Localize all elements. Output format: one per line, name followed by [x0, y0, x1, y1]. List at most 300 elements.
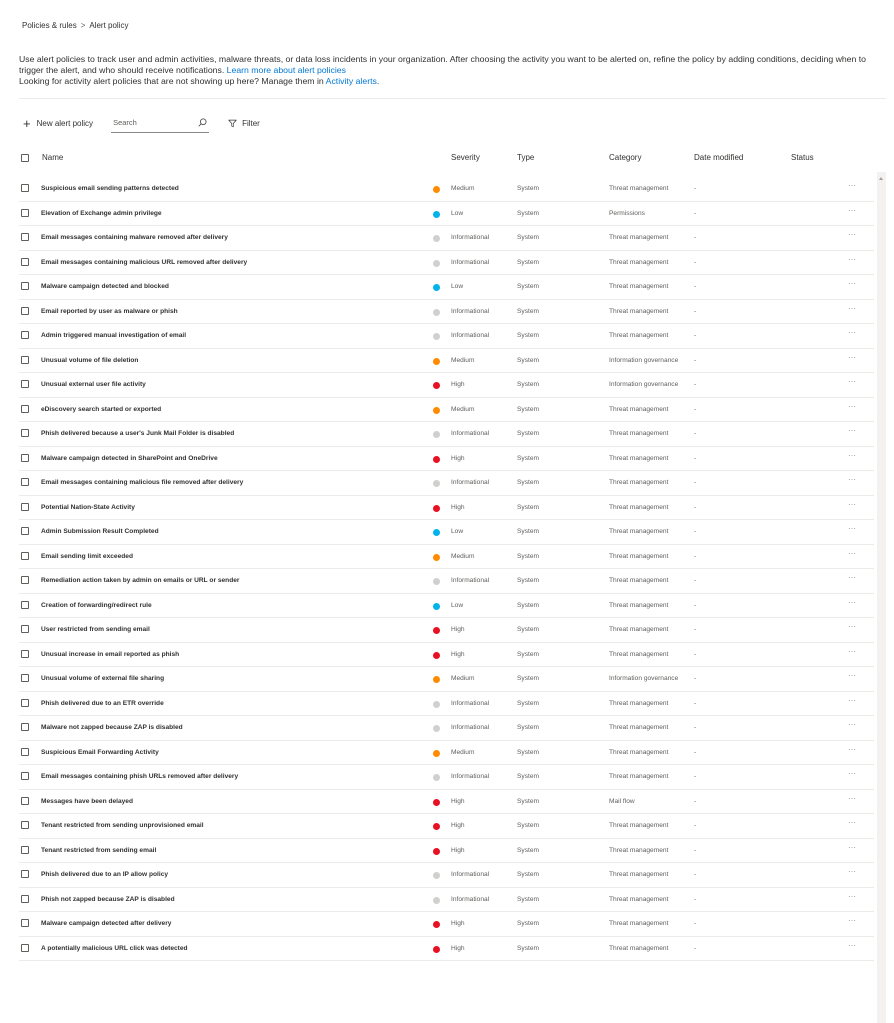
policy-type: System — [517, 332, 539, 339]
policy-category: Threat management — [609, 895, 669, 903]
policy-severity: High — [451, 381, 465, 388]
severity-dot-icon — [433, 872, 440, 879]
policy-name[interactable]: Malware campaign detected and blocked — [41, 283, 169, 290]
policy-date-modified: - — [694, 381, 697, 388]
row-checkbox[interactable] — [21, 233, 29, 241]
policy-type: System — [517, 822, 539, 829]
policy-date-modified: - — [694, 503, 697, 511]
table-row[interactable] — [19, 741, 874, 766]
severity-dot-icon — [433, 823, 440, 830]
policy-category: Permissions — [609, 209, 645, 217]
policy-name[interactable]: Phish not zapped because ZAP is disabled — [41, 895, 175, 903]
policy-date-modified: - — [694, 846, 697, 854]
policy-category: Threat management — [609, 307, 669, 315]
policy-name[interactable]: Creation of forwarding/redirect rule — [41, 601, 152, 609]
more-actions-icon[interactable]: ··· — [848, 475, 856, 484]
policy-type: System — [517, 773, 539, 780]
policy-name[interactable]: Tenant restricted from sending email — [41, 846, 157, 854]
policy-name[interactable]: Unusual external user file activity — [41, 381, 146, 388]
row-checkbox[interactable] — [21, 797, 29, 805]
row-checkbox[interactable] — [21, 258, 29, 266]
description-text: Use alert policies to track user and admin activities, malware threats, or data loss incidents in your organization. After choosing the activity you want to be alerted on, refine the policy by adding conditions, deciding when to trigger the alert, and who should receive notifications. — [19, 54, 867, 76]
more-actions-icon[interactable]: ··· — [848, 769, 856, 778]
row-checkbox[interactable] — [21, 846, 29, 854]
more-actions-icon[interactable]: ··· — [848, 818, 856, 827]
policy-category: Information governance — [609, 381, 679, 388]
select-all-checkbox[interactable] — [21, 154, 29, 162]
severity-dot-icon — [433, 603, 440, 610]
policy-category: Threat management — [609, 748, 669, 756]
policy-category: Threat management — [609, 258, 669, 266]
column-header-category[interactable]: Category — [609, 153, 642, 162]
severity-dot-icon — [433, 456, 440, 463]
table-row[interactable] — [19, 863, 874, 888]
policy-severity: Low — [451, 601, 464, 609]
table-row[interactable] — [19, 692, 874, 717]
policy-date-modified: - — [694, 185, 697, 192]
search-icon[interactable] — [198, 118, 207, 127]
row-checkbox[interactable] — [21, 748, 29, 756]
policy-severity: High — [451, 846, 465, 854]
policy-name[interactable]: Email messages containing phish URLs removed after delivery — [41, 773, 239, 780]
policy-category: Threat management — [609, 626, 669, 633]
learn-more-link[interactable]: Learn more about alert policies — [226, 65, 346, 76]
row-checkbox[interactable] — [21, 209, 29, 217]
more-actions-icon[interactable]: ··· — [848, 181, 856, 190]
policy-date-modified: - — [694, 479, 697, 486]
table-row[interactable] — [19, 790, 874, 815]
severity-dot-icon — [433, 309, 440, 316]
more-actions-icon[interactable]: ··· — [848, 328, 856, 337]
policy-name[interactable]: Suspicious email sending patterns detected — [41, 185, 179, 192]
policy-type: System — [517, 454, 539, 462]
toolbar — [23, 112, 260, 134]
more-actions-icon[interactable]: ··· — [848, 254, 856, 264]
row-checkbox[interactable] — [21, 944, 29, 952]
severity-dot-icon — [433, 211, 440, 218]
policy-type: System — [517, 283, 539, 290]
policy-severity: Medium — [451, 748, 475, 756]
search-input[interactable] — [113, 118, 183, 127]
policy-severity: Medium — [451, 552, 475, 560]
more-actions-icon[interactable]: ··· — [848, 842, 856, 852]
policy-name[interactable]: Email sending limit exceeded — [41, 552, 133, 560]
policy-name[interactable]: Potential Nation-State Activity — [41, 503, 135, 511]
row-checkbox[interactable] — [21, 429, 29, 437]
severity-dot-icon — [433, 897, 440, 904]
policy-name[interactable]: User restricted from sending email — [41, 626, 150, 633]
table-row[interactable] — [19, 275, 874, 300]
table-row[interactable] — [19, 422, 874, 447]
policy-name[interactable]: A potentially malicious URL click was detected — [41, 944, 188, 952]
policy-date-modified: - — [694, 454, 697, 462]
row-checkbox[interactable] — [21, 895, 29, 903]
policy-category: Threat management — [609, 650, 669, 658]
breadcrumb-separator: > — [80, 21, 86, 30]
table-row[interactable] — [19, 398, 874, 423]
policy-category: Threat management — [609, 577, 669, 584]
severity-dot-icon — [433, 333, 440, 340]
policy-category: Threat management — [609, 601, 669, 609]
policy-category: Threat management — [609, 405, 669, 413]
row-checkbox[interactable] — [21, 356, 29, 364]
more-actions-icon[interactable]: ··· — [848, 279, 856, 288]
policy-name[interactable]: Phish delivered due to an ETR override — [41, 699, 164, 707]
more-actions-icon[interactable]: ··· — [848, 597, 856, 607]
breadcrumb-parent-link[interactable]: Policies & rules — [22, 21, 77, 30]
row-checkbox[interactable] — [21, 282, 29, 290]
policy-category: Threat management — [609, 528, 669, 535]
policy-name[interactable]: Malware campaign detected in SharePoint and OneDrive — [41, 454, 218, 462]
policy-severity: Medium — [451, 405, 475, 413]
row-checkbox[interactable] — [21, 576, 29, 584]
filter-button[interactable] — [228, 119, 260, 128]
policy-severity: High — [451, 650, 465, 658]
more-actions-icon[interactable]: ··· — [848, 303, 856, 313]
policy-name[interactable]: Malware campaign detected after delivery — [41, 920, 172, 927]
policy-name[interactable]: Elevation of Exchange admin privilege — [41, 209, 162, 217]
table-row[interactable] — [19, 251, 874, 276]
new-alert-policy-button[interactable] — [23, 117, 93, 130]
policy-date-modified: - — [694, 258, 697, 266]
column-header-date-modified[interactable]: Date modified — [694, 153, 744, 162]
policy-type: System — [517, 797, 539, 805]
policy-date-modified: - — [694, 552, 697, 560]
policy-severity: Low — [451, 283, 464, 290]
row-checkbox[interactable] — [21, 674, 29, 682]
row-checkbox[interactable] — [21, 307, 29, 315]
severity-dot-icon — [433, 921, 440, 928]
table-row[interactable] — [19, 324, 874, 349]
policy-date-modified: - — [694, 332, 697, 339]
policy-category: Information governance — [609, 356, 679, 364]
policy-category: Threat management — [609, 552, 669, 560]
column-header-status[interactable]: Status — [791, 153, 814, 162]
table-row[interactable] — [19, 839, 874, 864]
severity-dot-icon — [433, 799, 440, 806]
more-actions-icon[interactable]: ··· — [848, 352, 856, 362]
row-checkbox[interactable] — [21, 380, 29, 388]
policy-severity: High — [451, 797, 465, 805]
table-row[interactable] — [19, 716, 874, 741]
policy-category: Threat management — [609, 234, 669, 241]
description-text-2: Looking for activity alert policies that are not showing up here? Manage them in — [19, 76, 324, 87]
policy-type: System — [517, 479, 539, 486]
policy-date-modified: - — [694, 797, 697, 805]
more-actions-icon[interactable]: ··· — [848, 450, 856, 460]
more-actions-icon[interactable]: ··· — [848, 622, 856, 631]
vertical-scrollbar[interactable] — [877, 172, 886, 1023]
column-header-type[interactable]: Type — [517, 153, 535, 162]
policy-severity: Medium — [451, 185, 475, 192]
policy-type: System — [517, 675, 539, 682]
more-actions-icon[interactable]: ··· — [848, 867, 856, 876]
row-checkbox[interactable] — [21, 699, 29, 707]
table-row[interactable] — [19, 447, 874, 472]
policy-date-modified: - — [694, 528, 697, 535]
policy-name[interactable]: Remediation action taken by admin on emails or URL or sender — [41, 577, 240, 584]
more-actions-icon[interactable]: ··· — [848, 940, 856, 950]
policy-severity: High — [451, 822, 465, 829]
policy-date-modified: - — [694, 405, 697, 413]
policy-name[interactable]: Email reported by user as malware or phish — [41, 307, 178, 315]
table-row[interactable] — [19, 888, 874, 913]
policy-type: System — [517, 528, 539, 535]
policy-date-modified: - — [694, 601, 697, 609]
severity-dot-icon — [433, 627, 440, 634]
policy-date-modified: - — [694, 307, 697, 315]
severity-dot-icon — [433, 382, 440, 389]
row-checkbox[interactable] — [21, 650, 29, 658]
policy-date-modified: - — [694, 773, 697, 780]
more-actions-icon[interactable]: ··· — [848, 377, 856, 386]
policy-severity: Medium — [451, 675, 475, 682]
policy-type: System — [517, 430, 539, 437]
table-row[interactable] — [19, 496, 874, 521]
table-row[interactable] — [19, 226, 874, 251]
table-row[interactable] — [19, 618, 874, 643]
policy-category: Threat management — [609, 846, 669, 854]
table-row[interactable] — [19, 594, 874, 619]
divider — [19, 98, 886, 99]
more-actions-icon[interactable]: ··· — [848, 695, 856, 705]
policy-severity: Informational — [451, 332, 490, 339]
policy-severity: Informational — [451, 699, 490, 707]
policy-name[interactable]: Phish delivered because a user's Junk Mail Folder is disabled — [41, 430, 235, 437]
policy-category: Information governance — [609, 675, 679, 682]
policy-date-modified: - — [694, 724, 697, 731]
policy-name[interactable]: Messages have been delayed — [41, 797, 133, 805]
policy-severity: High — [451, 454, 465, 462]
column-header-name[interactable]: Name — [42, 153, 64, 162]
table-row[interactable] — [19, 349, 874, 374]
severity-dot-icon — [433, 358, 440, 365]
policy-name[interactable]: Admin triggered manual investigation of email — [41, 332, 187, 339]
policy-category: Threat management — [609, 479, 669, 486]
policy-category: Threat management — [609, 920, 669, 927]
policy-category: Threat management — [609, 871, 669, 878]
policy-name[interactable]: Admin Submission Result Completed — [41, 528, 159, 535]
table-row[interactable] — [19, 765, 874, 790]
severity-dot-icon — [433, 725, 440, 732]
policy-severity: Informational — [451, 479, 490, 486]
policy-type: System — [517, 601, 539, 609]
severity-dot-icon — [433, 431, 440, 438]
policy-type: System — [517, 724, 539, 731]
row-checkbox[interactable] — [21, 625, 29, 633]
policy-date-modified: - — [694, 650, 697, 658]
more-actions-icon[interactable]: ··· — [848, 573, 856, 582]
table-row[interactable] — [19, 814, 874, 839]
severity-dot-icon — [433, 480, 440, 487]
row-checkbox[interactable] — [21, 405, 29, 413]
severity-dot-icon — [433, 774, 440, 781]
row-checkbox[interactable] — [21, 527, 29, 535]
policy-severity: Informational — [451, 724, 490, 731]
policy-name[interactable]: eDiscovery search started or exported — [41, 405, 162, 413]
policy-date-modified: - — [694, 675, 697, 682]
row-checkbox[interactable] — [21, 331, 29, 339]
table-row[interactable] — [19, 667, 874, 692]
policy-severity: Low — [451, 528, 464, 535]
policy-date-modified: - — [694, 356, 697, 364]
policy-type: System — [517, 209, 539, 217]
severity-dot-icon — [433, 750, 440, 757]
row-checkbox[interactable] — [21, 821, 29, 829]
severity-dot-icon — [433, 946, 440, 953]
policy-category: Threat management — [609, 944, 669, 952]
breadcrumb-current: Alert policy — [89, 21, 129, 30]
policy-date-modified: - — [694, 920, 697, 927]
table-row[interactable] — [19, 177, 874, 202]
severity-dot-icon — [433, 260, 440, 267]
policy-name[interactable]: Phish delivered due to an IP allow policy — [41, 871, 169, 878]
table-row[interactable] — [19, 912, 874, 937]
row-checkbox[interactable] — [21, 919, 29, 927]
row-checkbox[interactable] — [21, 184, 29, 192]
policy-severity: Informational — [451, 258, 490, 266]
row-checkbox[interactable] — [21, 772, 29, 780]
more-actions-icon[interactable]: ··· — [848, 671, 856, 680]
policy-date-modified: - — [694, 895, 697, 903]
more-actions-icon[interactable]: ··· — [848, 524, 856, 533]
policy-type: System — [517, 503, 539, 511]
policy-name[interactable]: Suspicious Email Forwarding Activity — [41, 748, 159, 756]
severity-dot-icon — [433, 578, 440, 585]
policy-category: Threat management — [609, 454, 669, 462]
more-actions-icon[interactable]: ··· — [848, 793, 856, 803]
policy-type: System — [517, 748, 539, 756]
policy-type: System — [517, 920, 539, 927]
policy-type: System — [517, 185, 539, 192]
policy-category: Threat management — [609, 332, 669, 339]
more-actions-icon[interactable]: ··· — [848, 401, 856, 411]
severity-dot-icon — [433, 652, 440, 659]
policy-name[interactable]: Unusual volume of file deletion — [41, 356, 139, 364]
policy-name[interactable]: Email messages containing malicious file removed after delivery — [41, 479, 244, 486]
policy-severity: Informational — [451, 234, 490, 241]
more-actions-icon[interactable]: ··· — [848, 646, 856, 656]
table-row[interactable] — [19, 643, 874, 668]
policy-category: Threat management — [609, 503, 669, 511]
policy-type: System — [517, 552, 539, 560]
severity-dot-icon — [433, 554, 440, 561]
policy-date-modified: - — [694, 209, 697, 217]
table-row[interactable] — [19, 569, 874, 594]
more-actions-icon[interactable]: ··· — [848, 744, 856, 754]
scroll-up-arrow-icon[interactable] — [879, 177, 883, 180]
policy-type: System — [517, 626, 539, 633]
severity-dot-icon — [433, 848, 440, 855]
breadcrumb — [22, 21, 128, 30]
filter-icon — [228, 119, 237, 128]
policy-severity: High — [451, 503, 465, 511]
description-period: . — [376, 76, 380, 87]
policy-type: System — [517, 356, 539, 364]
more-actions-icon[interactable]: ··· — [848, 205, 856, 215]
policy-date-modified: - — [694, 283, 697, 290]
policy-date-modified: - — [694, 430, 697, 437]
policy-severity: Informational — [451, 430, 490, 437]
policy-type: System — [517, 699, 539, 707]
row-checkbox[interactable] — [21, 552, 29, 560]
new-alert-policy-label: New alert policy — [36, 118, 94, 128]
more-actions-icon[interactable]: ··· — [848, 891, 856, 901]
row-checkbox[interactable] — [21, 601, 29, 609]
table-row[interactable] — [19, 545, 874, 570]
severity-dot-icon — [433, 235, 440, 242]
policy-type: System — [517, 258, 539, 266]
policy-name[interactable]: Malware not zapped because ZAP is disabled — [41, 724, 183, 731]
policy-type: System — [517, 307, 539, 315]
policy-type: System — [517, 577, 539, 584]
row-checkbox[interactable] — [21, 478, 29, 486]
policy-date-modified: - — [694, 944, 697, 952]
policy-date-modified: - — [694, 871, 697, 878]
page-description — [19, 54, 879, 88]
more-actions-icon[interactable]: ··· — [848, 916, 856, 925]
table-row[interactable] — [19, 300, 874, 325]
policy-name[interactable]: Email messages containing malware removed after delivery — [41, 234, 228, 241]
more-actions-icon[interactable]: ··· — [848, 720, 856, 729]
policy-severity: Medium — [451, 356, 475, 364]
severity-dot-icon — [433, 701, 440, 708]
policy-date-modified: - — [694, 577, 697, 584]
policy-severity: Informational — [451, 773, 490, 780]
table-row[interactable] — [19, 202, 874, 227]
policy-severity: Informational — [451, 895, 490, 903]
more-actions-icon[interactable]: ··· — [848, 426, 856, 435]
policy-list — [19, 177, 874, 961]
severity-dot-icon — [433, 505, 440, 512]
policy-severity: Low — [451, 209, 464, 217]
row-checkbox[interactable] — [21, 454, 29, 462]
policy-category: Threat management — [609, 724, 669, 731]
plus-icon: + — [23, 115, 31, 131]
policy-type: System — [517, 944, 539, 952]
row-checkbox[interactable] — [21, 503, 29, 511]
policy-severity: High — [451, 626, 465, 633]
table-row[interactable] — [19, 520, 874, 545]
table-row[interactable] — [19, 373, 874, 398]
policy-name[interactable]: Tenant restricted from sending unprovisioned email — [41, 822, 204, 829]
policy-date-modified: - — [694, 626, 697, 633]
policy-category: Threat management — [609, 283, 669, 290]
table-row[interactable] — [19, 471, 874, 496]
table-row[interactable] — [19, 937, 874, 962]
activity-alerts-link[interactable]: Activity alerts — [325, 76, 377, 87]
row-checkbox[interactable] — [21, 870, 29, 878]
column-header-severity[interactable]: Severity — [451, 153, 480, 162]
more-actions-icon[interactable]: ··· — [848, 230, 856, 239]
policy-severity: Informational — [451, 577, 490, 584]
policy-category: Threat management — [609, 822, 669, 829]
severity-dot-icon — [433, 676, 440, 683]
policy-severity: Informational — [451, 307, 490, 315]
more-actions-icon[interactable]: ··· — [848, 548, 856, 558]
row-checkbox[interactable] — [21, 723, 29, 731]
policy-name[interactable]: Unusual increase in email reported as phish — [41, 650, 180, 658]
policy-date-modified: - — [694, 234, 697, 241]
severity-dot-icon — [433, 407, 440, 414]
policy-severity: High — [451, 920, 465, 927]
severity-dot-icon — [433, 529, 440, 536]
policy-severity: Informational — [451, 871, 490, 878]
severity-dot-icon — [433, 284, 440, 291]
policy-name[interactable]: Unusual volume of external file sharing — [41, 675, 165, 682]
policy-name[interactable]: Email messages containing malicious URL removed after delivery — [41, 258, 248, 266]
more-actions-icon[interactable]: ··· — [848, 499, 856, 509]
